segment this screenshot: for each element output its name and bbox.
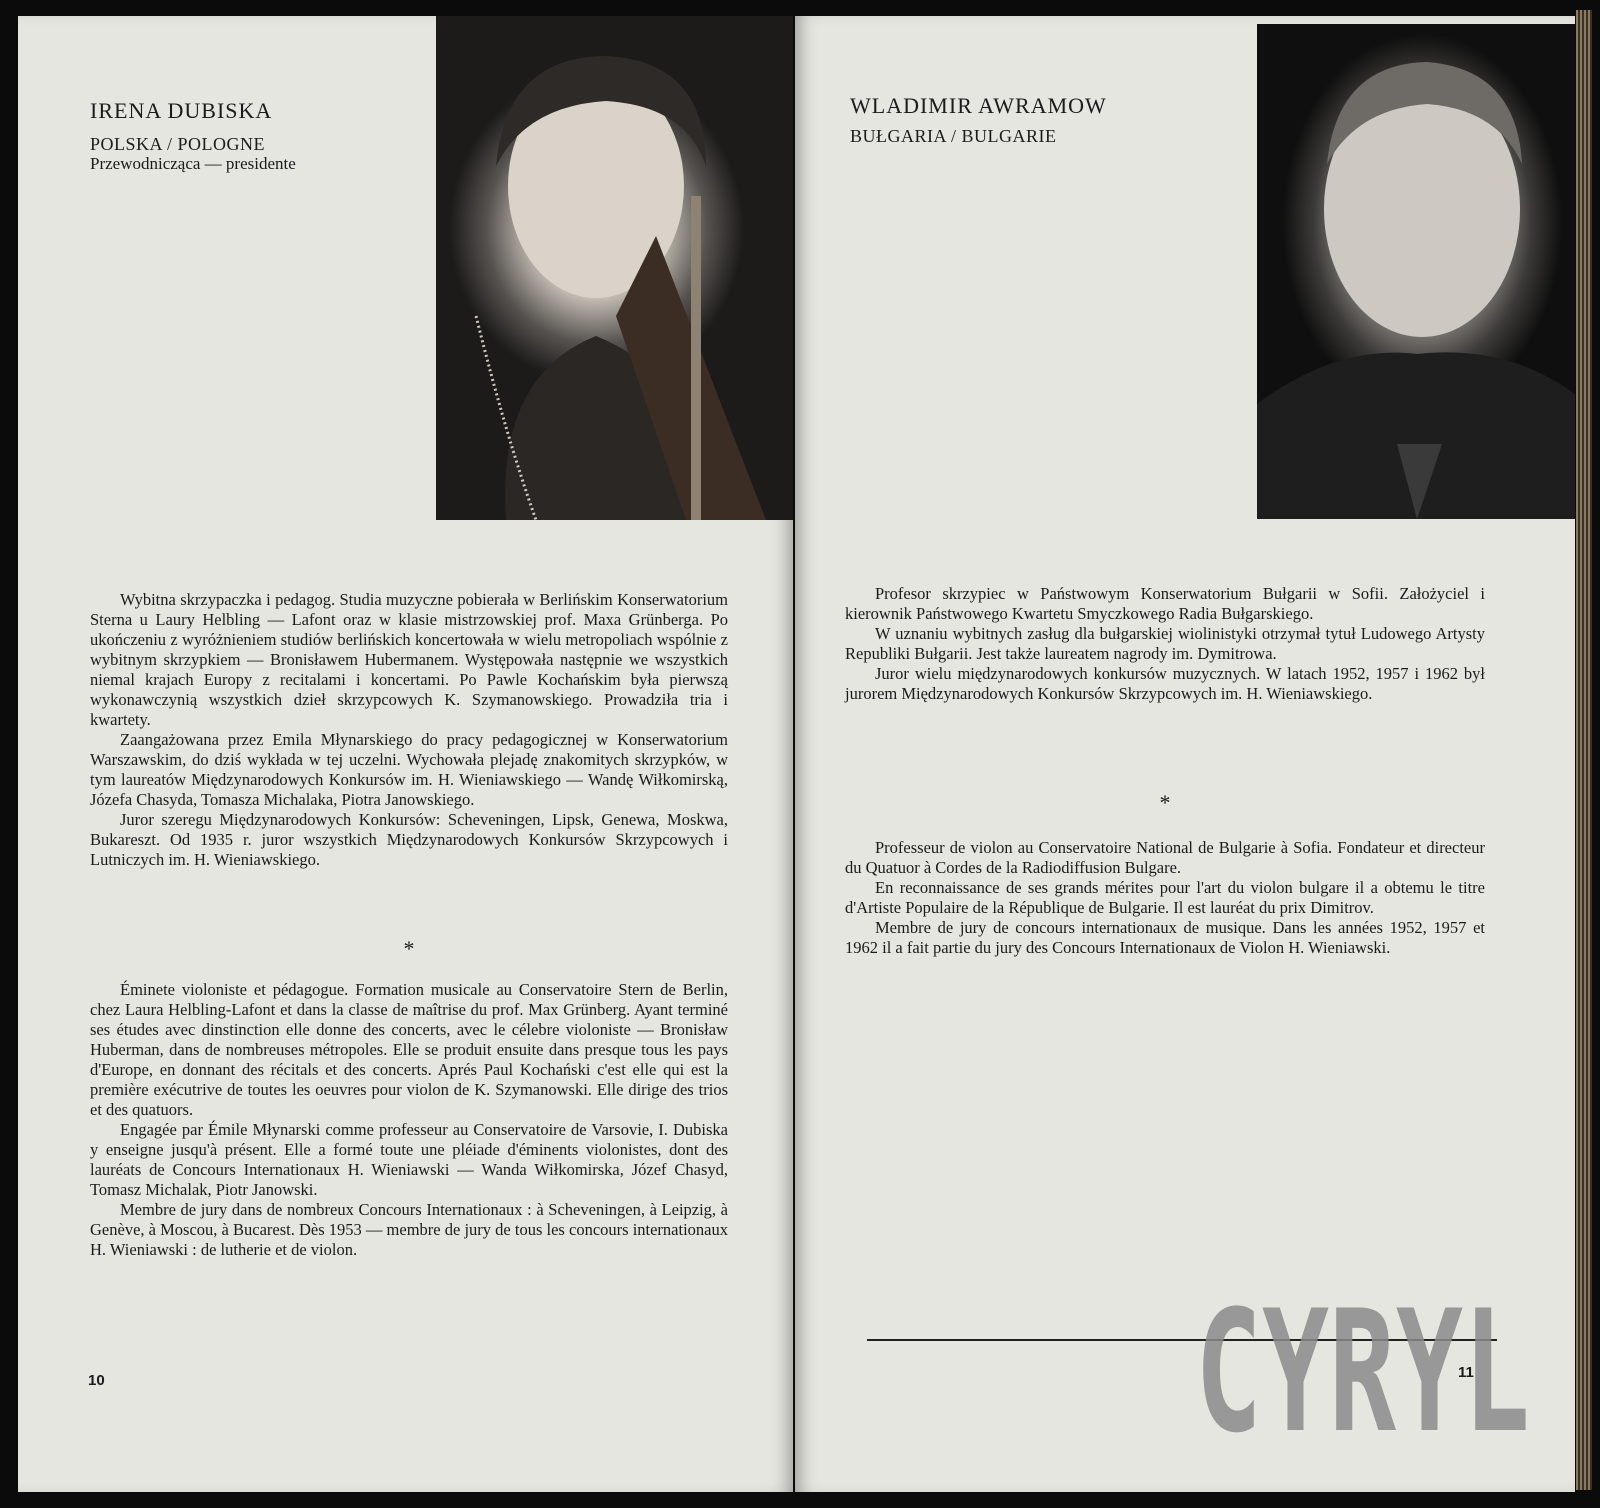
bio-paragraph: Membre de jury de concours internationaux de musique. Dans les années 1952, 1957 et 1962 il a fait partie du jury des Concours Internationaux de Violon H. Wieniawski. xyxy=(845,918,1485,957)
right-page xyxy=(795,16,1575,1492)
bio-paragraph: Wybitna skrzypaczka i pedagog. Studia muzyczne pobierała w Berlińskim Konserwatorium Sterna u Laury Helbling — Lafont oraz w klasie mistrzowskiej prof. Maxa Grünberga. Po ukończeniu z wyróżnieniem studiów berlińskich koncertowała w wielu metropoliach wspólnie z wybitnym skrzypkiem — Bronisławem Hubermanem. Występowała następnie we wszystkich niemal krajach Europy z recitalami i koncertami. Po Pawle Kochańskim była pierwszą wykonawczynią wszystkich dzieł skrzypcowych K. Szymanowskiego. Prowadziła tria i kwartety. xyxy=(90,590,728,729)
book-page-edges xyxy=(1576,10,1592,1490)
bio-paragraph: Juror szeregu Międzynarodowych Konkursów: Scheveningen, Lipsk, Genewa, Moskwa, Bukareszt. Od 1935 r. juror wszystkich Międzynarodowych Konkursów Skrzypcowych i Lutniczych im. H. Wieniawskiego. xyxy=(90,810,728,869)
page-number: 10 xyxy=(88,1372,105,1389)
bio-paragraph: Engagée par Émile Młynarski comme professeur au Conservatoire de Varsovie, I. Dubiska y enseigne jusqu'à présent. Elle a formé toute une pléiade d'éminents violonistes, dont des lauréats de Concours Internationaux H. Wieniawski — Wanda Wiłkomirska, Józef Chasyd, Tomasz Michalak, Piotr Janowski. xyxy=(90,1120,728,1199)
juror-country: POLSKA / POLOGNE xyxy=(90,134,266,154)
section-separator: * xyxy=(403,936,415,961)
portrait-photo-wladimir-awramow xyxy=(1257,24,1575,519)
biography-french xyxy=(90,980,728,1260)
portrait-illustration xyxy=(436,16,793,520)
bio-paragraph: Membre de jury dans de nombreux Concours Internationaux : à Scheveningen, à Leipzig, à Genève, à Moscou, à Bucarest. Dès 1953 — membre de jury de tous les concours internationaux H. Wieniawski : de lutherie et de violon. xyxy=(90,1200,728,1259)
cyryl-watermark-logo xyxy=(1195,1290,1535,1440)
juror-country: BUŁGARIA / BULGARIE xyxy=(850,126,1057,146)
juror-name: WLADIMIR AWRAMOW xyxy=(850,93,1107,118)
juror-role: Przewodnicząca — presidente xyxy=(90,154,296,173)
juror-name: IRENA DUBISKA xyxy=(90,98,273,123)
biography-french xyxy=(845,838,1485,958)
section-separator: * xyxy=(1159,790,1171,815)
bio-paragraph: Professeur de violon au Conservatoire National de Bulgarie à Sofia. Fondateur et directeur du Quatuor à Cordes de la Radiodiffusion Bulgare. xyxy=(845,838,1485,877)
left-page xyxy=(18,16,793,1492)
bio-paragraph: Profesor skrzypiec w Państwowym Konserwatorium Bułgarii w Sofii. Założyciel i kierownik Państwowego Kwartetu Smyczkowego Radia Bułgarskiego. xyxy=(845,584,1485,623)
biography-polish xyxy=(90,590,728,870)
portrait-illustration xyxy=(1257,24,1575,519)
bio-paragraph: Juror wielu międzynarodowych konkursów muzycznych. W latach 1952, 1957 i 1962 był jurorem Międzynarodowych Konkursów Skrzypcowych im. H. Wieniawskiego. xyxy=(845,664,1485,703)
portrait-photo-irena-dubiska xyxy=(436,16,793,520)
biography-polish xyxy=(845,584,1485,704)
bio-paragraph: Zaangażowana przez Emila Młynarskiego do pracy pedagogicznej w Konserwatorium Warszawskim, do dziś wykłada w tej uczelni. Wychowała plejadę znakomitych skrzypków, w tym laureatów Międzynarodowych Konkursów im. H. Wieniawskiego — Wandę Wiłkomirską, Józefa Chasyda, Tomasza Michalaka, Piotra Janowskiego. xyxy=(90,730,728,809)
bio-paragraph: Éminete violoniste et pédagogue. Formation musicale au Conservatoire Stern de Berlin, chez Laura Helbling-Lafont et dans la classe de maîtrise du prof. Max Grünberg. Ayant terminé ses études avec dinstinction elle donne des concerts, avec le célebre violoniste — Bronisław Huberman, dans de nombreuses métropoles. Elle se produit ensuite dans presque tous les pays d'Europe, en donnant des récitals et des concerts. Aprés Paul Kochański c'est elle qui est la première exécutrive de toutes les oeuvres pour violon de K. Szymanowski. Elle dirige des trios et des quatuors. xyxy=(90,980,728,1119)
bio-paragraph: En reconnaissance de ses grands mérites pour l'art du violon bulgare il a obtemu le titre d'Artiste Populaire de la République de Bulgarie. Il est lauréat du prix Dimitrov. xyxy=(845,878,1485,917)
watermark-text: CYRYL xyxy=(1195,1290,1530,1440)
bio-paragraph: W uznaniu wybitnych zasług dla bułgarskiej wiolinistyki otrzymał tytuł Ludowego Artysty Republiki Bułgarii. Jest także laureatem nagrody im. Dymitrowa. xyxy=(845,624,1485,663)
page-number: 11 xyxy=(1458,1364,1474,1381)
